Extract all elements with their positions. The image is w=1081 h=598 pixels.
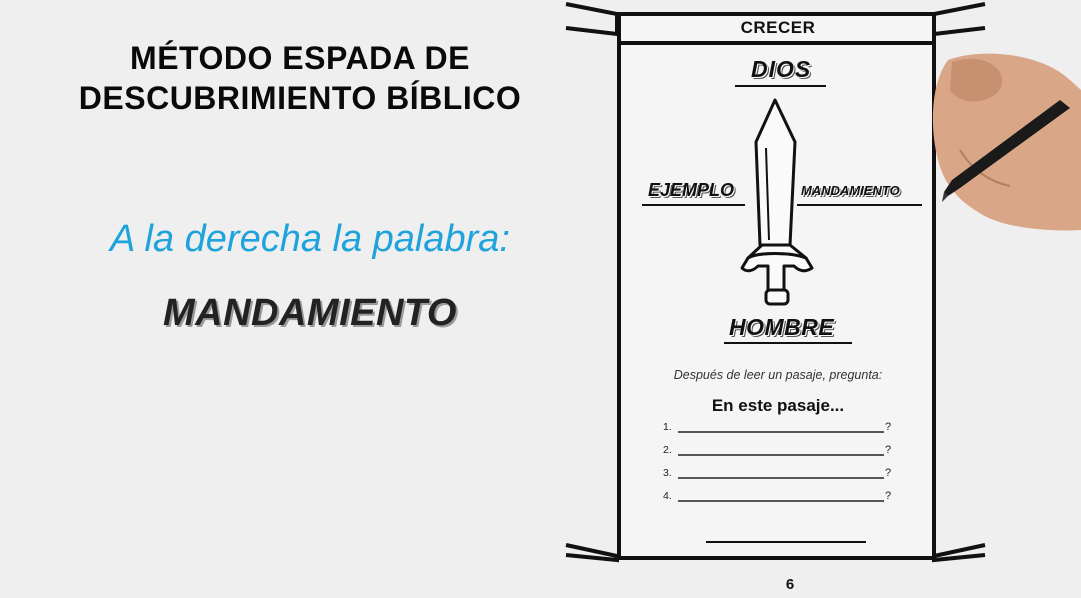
question-number: 4. bbox=[663, 490, 672, 502]
label-mandamiento: MANDAMIENTO bbox=[801, 183, 900, 198]
title-line-1: MÉTODO ESPADA DE bbox=[130, 40, 470, 76]
question-mark: ? bbox=[885, 444, 892, 456]
title-line-2: DESCUBRIMIENTO BÍBLICO bbox=[78, 80, 522, 116]
label-dios: DIOS bbox=[751, 56, 812, 82]
instruction-text: Después de leer un pasaje, pregunta: bbox=[673, 368, 883, 382]
hand-with-marker-icon bbox=[933, 54, 1081, 231]
left-flap bbox=[566, 4, 617, 560]
question-mark: ? bbox=[885, 467, 892, 479]
slide-keyword: MANDAMIENTO bbox=[162, 292, 457, 334]
page-number: 6 bbox=[785, 576, 795, 593]
question-mark: ? bbox=[885, 490, 892, 502]
question-mark: ? bbox=[885, 421, 892, 433]
prompt-text: En este pasaje... bbox=[711, 396, 845, 415]
slide-subtitle: A la derecha la palabra: bbox=[110, 218, 510, 260]
label-ejemplo: EJEMPLO bbox=[648, 180, 735, 200]
question-number: 3. bbox=[663, 467, 672, 479]
question-number: 2. bbox=[663, 444, 672, 456]
label-hombre: HOMBRE bbox=[729, 314, 835, 340]
question-number: 1. bbox=[663, 421, 672, 433]
booklet-header: CRECER bbox=[740, 18, 816, 37]
